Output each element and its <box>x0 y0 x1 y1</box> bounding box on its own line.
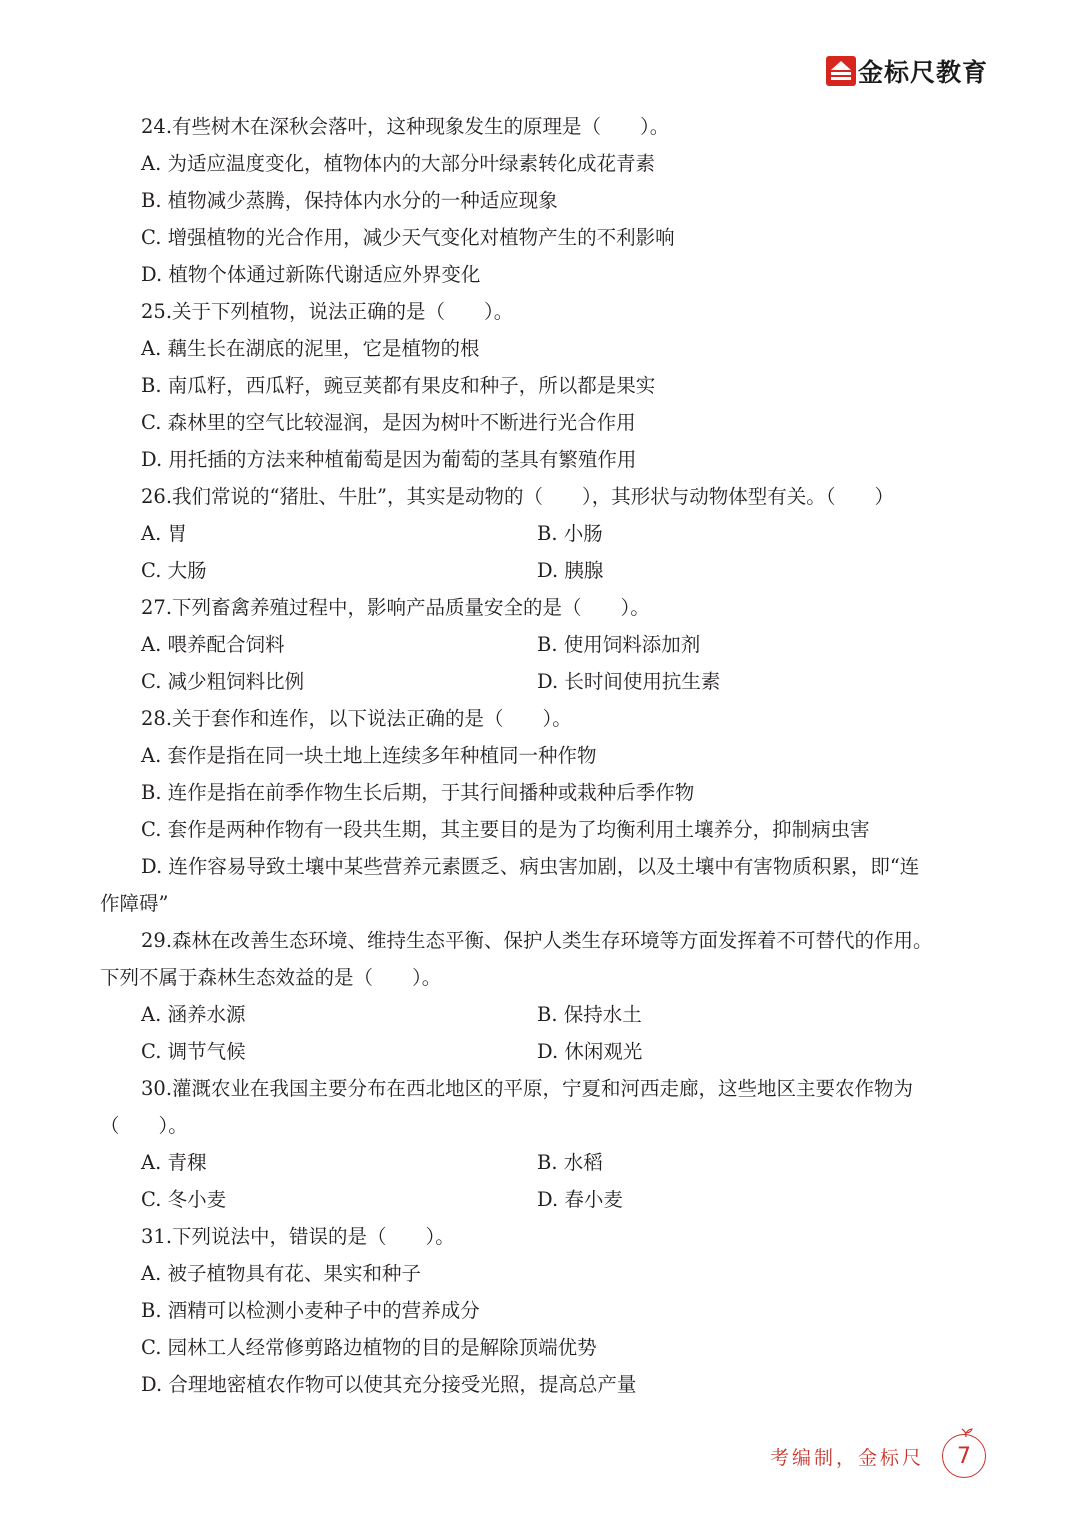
question-stem: 27.下列畜禽养殖过程中，影响产品质量安全的是（ ）。 <box>141 596 650 619</box>
option-row <box>100 515 985 552</box>
option-b: B. 小肠 <box>537 522 603 545</box>
option-row <box>100 996 985 1033</box>
question-stem: 25.关于下列植物，说法正确的是（ ）。 <box>141 300 514 323</box>
option-b: B. 酒精可以检测小麦种子中的营养成分 <box>141 1299 480 1322</box>
page-footer <box>770 1434 986 1478</box>
option-b: B. 连作是指在前季作物生长后期，于其行间播种或栽种后季作物 <box>141 781 695 804</box>
option-d: D. 春小麦 <box>537 1188 623 1211</box>
question-stem: 31.下列说法中，错误的是（ ）。 <box>141 1225 455 1248</box>
brand-logo <box>826 54 988 88</box>
option-a: A. 涵养水源 <box>141 1003 246 1026</box>
option-c: C. 森林里的空气比较湿润，是因为树叶不断进行光合作用 <box>141 411 636 434</box>
question-list <box>100 108 985 1403</box>
option-c: C. 增强植物的光合作用，减少天气变化对植物产生的不利影响 <box>141 226 675 249</box>
option-a: A. 青稞 <box>141 1151 207 1174</box>
option-row <box>100 663 985 700</box>
option-a: A. 藕生长在湖底的泥里，它是植物的根 <box>141 337 480 360</box>
question-stem: 30.灌溉农业在我国主要分布在西北地区的平原，宁夏和河西走廊，这些地区主要农作物为 <box>141 1077 914 1100</box>
option-a: A. 喂养配合饲料 <box>141 633 285 656</box>
question-stem: 29.森林在改善生态环境、维持生态平衡、保护人类生存环境等方面发挥着不可替代的作用。 <box>141 929 933 952</box>
option-d-continuation: 作障碍” <box>100 892 169 915</box>
option-d: D. 休闲观光 <box>537 1040 643 1063</box>
option-row <box>100 1181 985 1218</box>
question-stem-continuation: （ ）。 <box>100 1114 188 1137</box>
option-b: B. 植物减少蒸腾，保持体内水分的一种适应现象 <box>141 189 558 212</box>
option-row <box>100 626 985 663</box>
option-a: A. 被子植物具有花、果实和种子 <box>141 1262 421 1285</box>
question-stem: 26.我们常说的“猪肚、牛肚”，其实是动物的（ ），其形状与动物体型有关。（ ） <box>141 485 894 508</box>
option-a: A. 为适应温度变化，植物体内的大部分叶绿素转化成花青素 <box>141 152 655 175</box>
option-b: B. 使用饲料添加剂 <box>537 633 701 656</box>
brand-name: 金标尺教育 <box>858 58 989 87</box>
option-d: D. 长时间使用抗生素 <box>537 670 721 693</box>
option-d: D. 连作容易导致土壤中某些营养元素匮乏、病虫害加剧，以及土壤中有害物质积累，即“连 <box>141 855 920 878</box>
option-d: D. 合理地密植农作物可以使其充分接受光照，提高总产量 <box>141 1373 637 1396</box>
option-c: C. 园林工人经常修剪路边植物的目的是解除顶端优势 <box>141 1336 597 1359</box>
question-stem-continuation: 下列不属于森林生态效益的是（ ）。 <box>100 966 442 989</box>
option-d: D. 植物个体通过新陈代谢适应外界变化 <box>141 263 481 286</box>
option-d: D. 用托插的方法来种植葡萄是因为葡萄的茎具有繁殖作用 <box>141 448 637 471</box>
option-b: B. 南瓜籽，西瓜籽，豌豆荚都有果皮和种子，所以都是果实 <box>141 374 656 397</box>
option-b: B. 水稻 <box>537 1151 603 1174</box>
option-a: A. 套作是指在同一块土地上连续多年种植同一种作物 <box>141 744 597 767</box>
option-row <box>100 552 985 589</box>
sprout-icon <box>959 1426 973 1438</box>
option-c: C. 减少粗饲料比例 <box>141 670 305 693</box>
question-stem: 24.有些树木在深秋会落叶，这种现象发生的原理是（ ）。 <box>141 115 670 138</box>
option-b: B. 保持水土 <box>537 1003 642 1026</box>
page-number-badge <box>942 1434 986 1478</box>
option-a: A. 胃 <box>141 522 187 545</box>
page-number: 7 <box>957 1443 972 1469</box>
brand-logo-icon <box>826 56 856 86</box>
footer-slogan: 考编制，金标尺 <box>770 1446 925 1469</box>
option-c: C. 大肠 <box>141 559 207 582</box>
option-c: C. 调节气候 <box>141 1040 246 1063</box>
option-c: C. 冬小麦 <box>141 1188 227 1211</box>
option-row <box>100 1144 985 1181</box>
question-stem: 28.关于套作和连作，以下说法正确的是（ ）。 <box>141 707 572 730</box>
option-row <box>100 1033 985 1070</box>
option-c: C. 套作是两种作物有一段共生期，其主要目的是为了均衡利用土壤养分，抑制病虫害 <box>141 818 870 841</box>
option-d: D. 胰腺 <box>537 559 604 582</box>
